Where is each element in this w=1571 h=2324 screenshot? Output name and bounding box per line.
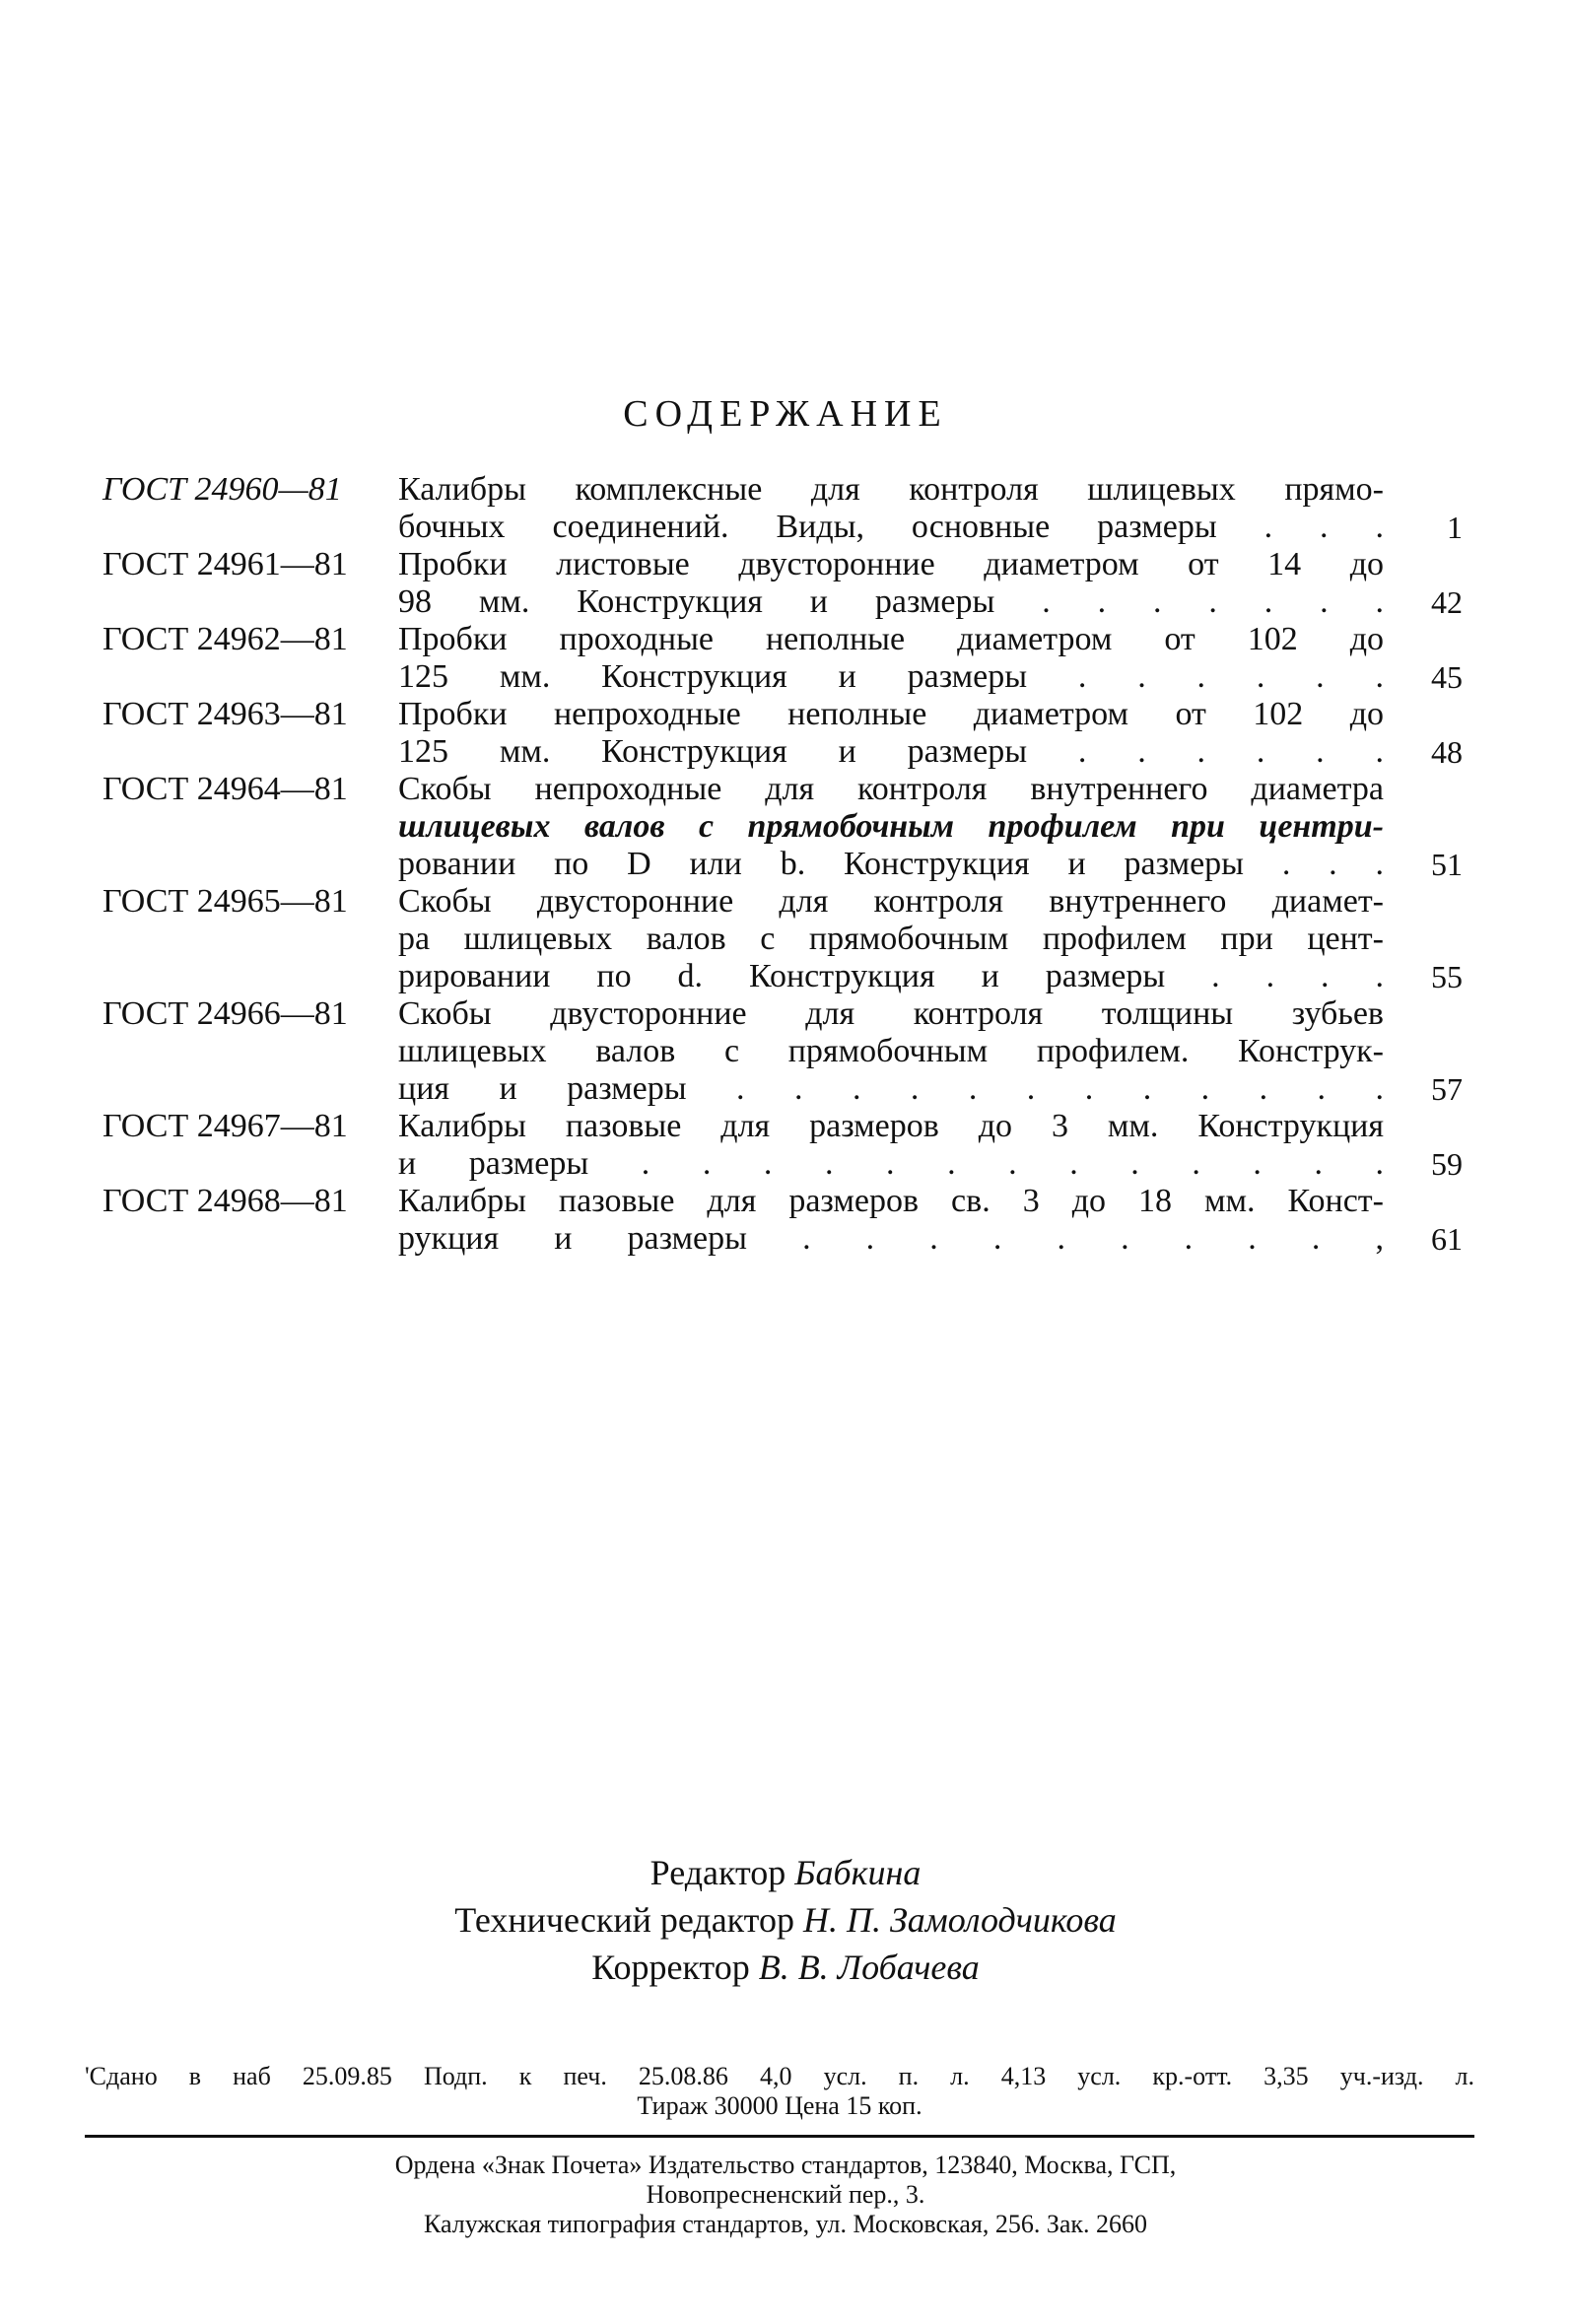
toc-title	[398, 696, 1384, 771]
editor-role: Редактор	[649, 1853, 786, 1892]
toc-title	[398, 995, 1384, 1108]
toc-title-line: Калибры пазовые для размеров св. 3 до 18 мм. Конст-	[398, 1183, 1384, 1219]
toc-standard-code: ГОСТ 24964—81	[102, 771, 348, 807]
publisher-line-2: Новопресненский пер., 3.	[646, 2180, 925, 2209]
toc-standard-code: ГОСТ 24968—81	[102, 1183, 348, 1219]
toc-page-number: 57	[1431, 1071, 1463, 1107]
toc-title-line: Калибры комплексные для контроля шлицевых прямо-	[398, 471, 1384, 508]
toc-title-line: ровании по D или b. Конструкция и размеры . . .	[398, 846, 1384, 882]
toc-title-line: бочных соединений. Виды, основные размеры . . .	[398, 509, 1384, 545]
tech-editor-role: Технический редактор	[454, 1900, 794, 1940]
toc-title	[398, 883, 1384, 995]
toc-title-line: рировании по d. Конструкция и размеры . . . .	[398, 958, 1384, 994]
toc-page-number: 45	[1431, 659, 1463, 695]
toc-entry	[102, 883, 1463, 995]
toc-entry	[102, 771, 1463, 883]
tech-editor-line	[0, 1896, 1571, 1944]
toc-title-line: Пробки листовые двусторонние диаметром от 14 до	[398, 546, 1384, 582]
toc-page-number: 51	[1431, 847, 1463, 882]
toc-page-number: 59	[1431, 1146, 1463, 1182]
toc-entry	[102, 1183, 1463, 1258]
toc-page-number: 61	[1431, 1221, 1463, 1257]
publisher-info	[0, 2151, 1571, 2239]
imprint-divider	[85, 2135, 1474, 2138]
toc-title-line: Скобы двусторонние для контроля толщины зубьев	[398, 995, 1384, 1032]
toc-title-line: ция и размеры . . . . . . . . . . . .	[398, 1070, 1384, 1107]
toc-standard-code: ГОСТ 24965—81	[102, 883, 348, 920]
toc-entry	[102, 696, 1463, 771]
toc-title	[398, 546, 1384, 621]
toc-title-line: Пробки проходные неполные диаметром от 102 до	[398, 621, 1384, 657]
toc-entry	[102, 546, 1463, 621]
toc-title-line: и размеры . . . . . . . . . . . . .	[398, 1145, 1384, 1182]
toc-title-line: Скобы двусторонние для контроля внутреннего диамет-	[398, 883, 1384, 920]
toc-page-number: 48	[1431, 734, 1463, 770]
toc-standard-code: ГОСТ 24961—81	[102, 546, 348, 582]
toc-title	[398, 771, 1384, 883]
toc-title	[398, 471, 1384, 546]
toc-title-line: Калибры пазовые для размеров до 3 мм. Конструкция	[398, 1108, 1384, 1144]
toc-standard-code: ГОСТ 24966—81	[102, 995, 348, 1032]
publisher-line-3: Калужская типография стандартов, ул. Московская, 256. Зак. 2660	[423, 2210, 1148, 2238]
toc-title-line: Скобы непроходные для контроля внутреннего диаметра	[398, 771, 1384, 807]
toc-title-line: шлицевых валов с прямобочным профилем при центри-	[398, 808, 1384, 845]
toc-entry	[102, 1108, 1463, 1183]
toc-page-number: 42	[1431, 584, 1463, 620]
corrector-name: В. В. Лобачева	[758, 1948, 980, 1987]
toc-entry	[102, 995, 1463, 1108]
toc-standard-code: ГОСТ 24963—81	[102, 696, 348, 732]
toc-title	[398, 621, 1384, 696]
editor-name: Бабкина	[794, 1853, 922, 1892]
corrector-line	[0, 1944, 1571, 1991]
toc-title	[398, 1108, 1384, 1183]
imprint-print-data: 'Сдано в наб 25.09.85 Подп. к печ. 25.08.86 4,0 усл. п. л. 4,13 усл. кр.-отт. 3,35 уч.-изд. л.	[85, 2062, 1474, 2090]
toc-entry	[102, 621, 1463, 696]
toc-standard-code: ГОСТ 24960—81	[102, 471, 342, 508]
publisher-line-1: Ордена «Знак Почета» Издательство стандартов, 123840, Москва, ГСП,	[394, 2151, 1177, 2179]
tech-editor-name: Н. П. Замолодчикова	[802, 1900, 1117, 1940]
toc-title-line: 98 мм. Конструкция и размеры . . . . . . .	[398, 583, 1384, 620]
toc-entry	[102, 471, 1463, 546]
toc-title-line: Пробки непроходные неполные диаметром от 102 до	[398, 696, 1384, 732]
imprint-circulation: Тираж 30000 Цена 15 коп.	[637, 2091, 922, 2120]
toc-title	[398, 1183, 1384, 1258]
toc-standard-code: ГОСТ 24967—81	[102, 1108, 348, 1144]
page-heading: СОДЕРЖАНИЕ	[623, 393, 948, 435]
imprint	[85, 2062, 1474, 2121]
credits	[0, 1849, 1571, 1991]
toc-page-number: 55	[1431, 959, 1463, 994]
editor-line	[0, 1849, 1571, 1896]
toc-title-line: 125 мм. Конструкция и размеры . . . . . .	[398, 658, 1384, 695]
toc-title-line: 125 мм. Конструкция и размеры . . . . . .	[398, 733, 1384, 770]
toc-title-line: шлицевых валов с прямобочным профилем. Конструк-	[398, 1033, 1384, 1069]
toc-title-line: рукция и размеры . . . . . . . . . ,	[398, 1220, 1384, 1257]
toc-page-number: 1	[1447, 510, 1463, 545]
corrector-role: Корректор	[591, 1948, 750, 1987]
toc-standard-code: ГОСТ 24962—81	[102, 621, 348, 657]
table-of-contents	[102, 471, 1463, 1258]
toc-title-line: ра шлицевых валов с прямобочным профилем при цент-	[398, 921, 1384, 957]
